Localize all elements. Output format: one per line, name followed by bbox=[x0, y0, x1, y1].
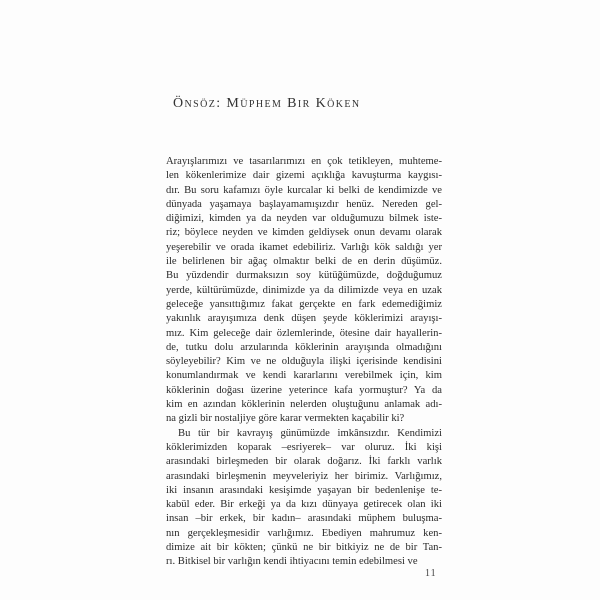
text-line: yeşerebilir ve orada ikamet edebiliriz. Varlığı kök saldığı yer bbox=[166, 241, 442, 253]
text-line: insan –bir erkek, bir kadın– arasındaki müphem buluşma- bbox=[166, 513, 442, 525]
paragraph-1 bbox=[166, 155, 442, 427]
body-text bbox=[166, 155, 442, 570]
text-line: rı. Bitkisel bir varlığın kendi ihtiyacını temin edebilmesi ve bbox=[166, 556, 418, 568]
text-line: kim en azından köklerinin nelerden oluştuğunu anlamak adı- bbox=[166, 399, 442, 411]
text-line: len kökenlerimize dair gizemi açıklığa kavuşturma kaygısı- bbox=[166, 170, 442, 182]
text-line: Bu yüzdendir durmaksızın soy kütüğümüzde, doğduğumuz bbox=[166, 270, 442, 282]
text-line: mız. Kim geleceğe dair özlemlerinde, ötesine dair hayallerin- bbox=[166, 327, 442, 339]
text-line: dimize ait bir kökten; çünkü ne bir bitkiyiz ne de bir Tan- bbox=[166, 542, 442, 554]
text-line: iki insanın arasındaki kesişimde yaşayan bir bedenlenişe te- bbox=[166, 484, 442, 496]
text-line: kabül eder. Bir erkeği ya da kızı dünyaya getirecek olan iki bbox=[166, 499, 442, 511]
text-line: diğimizi, kimden ya da neyden var olduğumuzu bilmek iste- bbox=[166, 213, 442, 225]
text-line: söyleyebilir? Kim ve ne olduğuyla ilişki içerisinde kendisini bbox=[166, 356, 442, 368]
text-line: köklerinin doğası üzerine yeterince kafa yormuştur? Ya da bbox=[166, 384, 442, 396]
text-line: dır. Bu soru kafamızı öyle kurcalar ki belki de kendimizde ve bbox=[166, 184, 442, 196]
chapter-title: Önsöz: Müphem Bir Köken bbox=[173, 96, 361, 111]
text-line: na gizli bir nostaljiye göre karar vermekten kaçabilir ki? bbox=[166, 413, 405, 425]
text-line: yakınlık arayışımıza denk düşen şeyde köklerimizi arayışı- bbox=[166, 313, 442, 325]
text-line: yerde, kültürümüzde, dinimizde ya da dilimizde veya en uzak bbox=[166, 284, 442, 296]
text-line: de, tutku dolu arzularında köklerinin arayışında olmadığını bbox=[166, 341, 442, 353]
text-line: konumlandırmak ve kendi kararlarını verebilmek için, kim bbox=[166, 370, 442, 382]
page-number: 11 bbox=[425, 568, 437, 579]
text-line: arasındaki birleşmenin meyveleriyiz her birimiz. Varlığımız, bbox=[166, 470, 442, 482]
text-line: köklerimizden koparak –esriyerek– var oluruz. İki kişi bbox=[166, 441, 442, 453]
text-line: ile belirlenen bir ağaç olmaktır belki de en derin düşümüz. bbox=[166, 256, 442, 268]
text-line: dünyada yaşamaya başlayamamışızdır henüz. Nereden gel- bbox=[166, 198, 442, 210]
text-line: arasındaki birleşmeden bir olarak doğarız. İki farklı varlık bbox=[166, 456, 442, 468]
text-line: Arayışlarımızı ve tasarılarımızı en çok tetikleyen, muhteme- bbox=[166, 156, 442, 167]
text-line: Bu tür bir kavrayış günümüzde imkânsızdır. Kendimizi bbox=[178, 427, 442, 439]
text-line: geleceğe yansıttığımız fakat gerçekte en fark edemediğimiz bbox=[166, 298, 442, 310]
paragraph-2 bbox=[166, 427, 442, 570]
text-line: nın gerçekleşmesidir varlığımız. Ebediyen mahrumuz ken- bbox=[166, 527, 442, 539]
text-line: riz; böylece neyden ve kimden geldiysek onun devamı olarak bbox=[166, 227, 442, 239]
